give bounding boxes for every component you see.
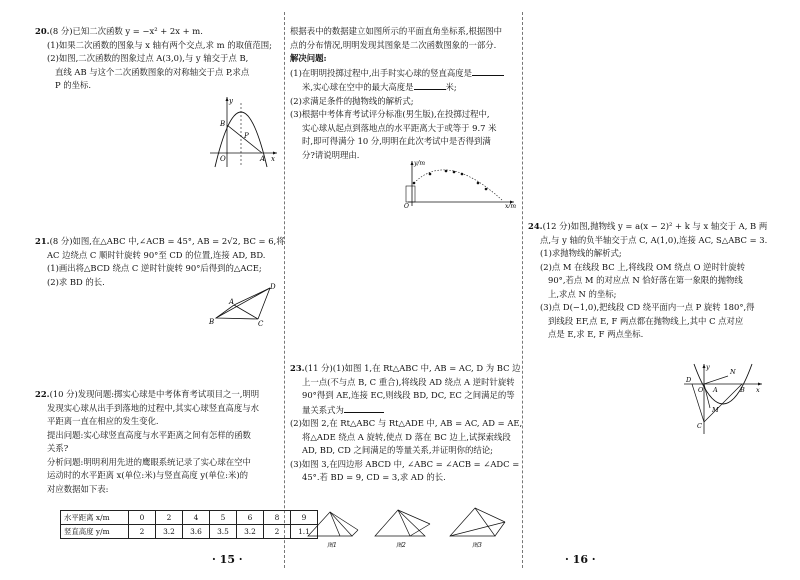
- q22-data-table: [60, 510, 318, 539]
- q24-line-6: (3)点 D(−1,0),把线段 CD 绕平面内一点 P 旋转 180°,得: [540, 302, 755, 312]
- q20-fig-label-a: A: [260, 155, 266, 163]
- q20-fig-label-y: y: [229, 97, 233, 105]
- q21-fig-label-a: A: [229, 298, 235, 306]
- q20-figure: [205, 95, 280, 170]
- q24-figure: [680, 362, 765, 437]
- table-cell: 4: [183, 511, 210, 525]
- q23-line-2: 90°得到 AE,连接 EC,则线段 BD, DC, EC 之间满足的等: [302, 390, 515, 400]
- q22-line-1: 发现实心球从出手到落地的过程中,其实心球竖直高度与水: [47, 402, 260, 413]
- q23-figure-1: [308, 512, 358, 548]
- q22-line-6: 运动时的水平距离 x(单位:米)与竖直高度 y(单位:米)的: [47, 470, 248, 480]
- column-divider-left: [284, 12, 285, 568]
- q24-fig-label-n: N: [730, 368, 736, 376]
- q22-line-3: 提出问题:实心球竖直高度与水平距离之间有怎样的函数: [47, 429, 251, 440]
- q20-fig-label-b: B: [220, 120, 226, 128]
- table-cell: 2: [264, 525, 291, 539]
- table-row: [61, 511, 318, 525]
- table-cell: 9: [291, 511, 318, 525]
- page-number-right: · 16 ·: [565, 553, 596, 566]
- q21-fig-label-b: B: [209, 318, 215, 326]
- q22-number: 22.: [35, 389, 50, 399]
- col2-line-7: (3)根据中考体育考试评分标准(男生版),在投掷过程中,: [290, 109, 490, 119]
- table-cell: 2: [156, 511, 183, 525]
- question-21: [35, 235, 285, 289]
- q23-line-7: (3)如图 3,在四边形 ABCD 中, ∠ABC = ∠ACB = ∠ADC =: [290, 458, 520, 469]
- q24-fig-label-b: B: [740, 386, 745, 394]
- table-cell: 0: [129, 511, 156, 525]
- q20-fig-label-p: P: [244, 132, 249, 140]
- question-22: [35, 388, 280, 496]
- q22-line-7: 对应数据如下表:: [47, 483, 109, 494]
- answer-blank: [414, 80, 446, 90]
- q20-fig-label-o: O: [220, 155, 226, 163]
- q21-line-0: (8 分)如图,在△ABC 中,∠ACB = 45°, AB = 2√2, BC = 6,将: [49, 236, 285, 246]
- col2-line-2: 解决问题:: [290, 53, 327, 63]
- q24-line-8: 点是 E,求 E, F 两点坐标.: [548, 329, 644, 339]
- q20-line-4: P 的坐标.: [55, 80, 92, 90]
- q21-fig-label-d: D: [270, 283, 276, 291]
- q24-line-1: 点,与 y 轴的负半轴交于点 C, A(1,0),连接 AC, S△ABC = 3.: [540, 234, 768, 245]
- table-cell: 8: [264, 511, 291, 525]
- table-cell: 6: [237, 511, 264, 525]
- q24-number: 24.: [528, 221, 543, 231]
- table-cell: 1.1: [291, 525, 318, 539]
- page-number-left: · 15 ·: [212, 553, 243, 566]
- q23-fig1-caption: 图1: [327, 542, 337, 548]
- col2-line-8: 实心球从起点到落地点的水平距离大于或等于 9.7 米: [302, 122, 497, 133]
- q23-figure-2: [375, 510, 430, 548]
- q23-line-0: (11 分)(1)如图 1,在 Rt△ABC 中, AB = AC, D 为 BC 边: [304, 363, 521, 373]
- question-23: [290, 362, 523, 485]
- table-cell: 2: [129, 525, 156, 539]
- q21-fig-label-c: C: [258, 320, 264, 327]
- answer-blank: [472, 66, 504, 76]
- q21-line-1: AC 边绕点 C 顺时针旋转 90°至 CD 的位置,连接 AD, BD.: [47, 249, 266, 260]
- q23-number: 23.: [290, 363, 305, 373]
- q23-line-4: (2)如图 2,在 Rt△ABC 与 Rt△ADE 中, AB = AC, AD = AE,: [290, 418, 523, 428]
- q24-line-2: (1)求抛物线的解析式;: [540, 248, 622, 258]
- q22-fig-label-o: O: [404, 203, 409, 208]
- q24-line-7: 到线段 EF,点 E, F 两点都在抛物线上,其中 C 点对应: [548, 315, 744, 326]
- q23-fig3-caption: 图3: [472, 542, 482, 548]
- table-cell: 3.2: [237, 525, 264, 539]
- col2-line-9: 时,即可得满分 10 分,明明在此次考试中是否得到满: [302, 136, 491, 146]
- table-row-label: 竖直高度 y/m: [61, 525, 129, 539]
- q23-figures: [300, 500, 515, 548]
- column-divider-right: [522, 12, 523, 568]
- col2-line-5: 米;: [445, 82, 457, 92]
- q23-line-1: 上一点(不与点 B, C 重合),将线段 AD 绕点 A 逆时针旋转: [302, 376, 515, 387]
- q24-fig-label-x: x: [756, 386, 760, 394]
- question-20: [35, 25, 280, 93]
- col2-line-10: 分?请说明理由.: [302, 149, 360, 160]
- table-cell: 5: [210, 511, 237, 525]
- q24-line-5: 上,求点 N 的坐标;: [548, 288, 617, 299]
- question-24: [528, 220, 768, 342]
- table-row-label: 水平距离 x/m: [61, 511, 129, 525]
- q20-number: 20.: [35, 26, 50, 36]
- table-cell: 3.5: [210, 525, 237, 539]
- q21-line-3: (2)求 BD 的长.: [47, 276, 105, 287]
- q23-line-5: 将△ADE 绕点 A 旋转,使点 D 落在 BC 边上,试探索线段: [302, 431, 511, 442]
- q22-line-0: (10 分)发现问题:掷实心球是中考体育考试项目之一,明明: [49, 389, 260, 399]
- q24-fig-label-d: D: [686, 376, 692, 384]
- q22-fig-label-y: y/m: [414, 160, 426, 167]
- q24-line-4: 90°,若点 M 的对应点 N 恰好落在第一象限的抛物线: [548, 275, 743, 285]
- q24-fig-label-o: O: [698, 386, 704, 394]
- q21-number: 21.: [35, 236, 50, 246]
- q20-line-0: (8 分)已知二次函数 y = −x² + 2x + m.: [49, 26, 203, 36]
- q24-line-3: (2)点 M 在线段 BC 上,将线段 OM 绕点 O 逆时针旋转: [540, 261, 746, 272]
- q23-line-8: 45°.若 BD = 9, CD = 3,求 AD 的长.: [302, 472, 446, 482]
- q21-figure: [208, 282, 278, 327]
- q20-fig-label-x: x: [271, 155, 275, 163]
- q20-line-2: (2)如图,二次函数的图象过点 A(3,0),与 y 轴交于点 B,: [47, 53, 249, 63]
- col2-line-4: 米,实心球在空中的最大高度是: [302, 82, 414, 92]
- q22-line-4: 关系?: [47, 443, 69, 453]
- table-cell: 3.6: [183, 525, 210, 539]
- question-22-continued: [290, 25, 520, 162]
- col2-line-0: 根据表中的数据建立如图所示的平面直角坐标系,根据图中: [290, 26, 503, 36]
- table-row: [61, 525, 318, 539]
- q22-line-5: 分析问题:明明利用先进的鹰眼系统记录了实心球在空中: [47, 456, 251, 467]
- answer-blank: [344, 403, 384, 413]
- q24-line-0: (12 分)如图,抛物线 y = a(x − 2)² + k 与 x 轴交于 A, B 两: [542, 221, 768, 231]
- q22-fig-label-x: x/m: [505, 203, 517, 208]
- q23-line-3: 量关系式为: [302, 404, 344, 415]
- q24-fig-label-y: y: [706, 363, 710, 371]
- col2-line-6: (2)求满足条件的抛物线的解析式;: [290, 95, 414, 106]
- q23-fig2-caption: 图2: [396, 542, 406, 548]
- table-cell: 3.2: [156, 525, 183, 539]
- q20-line-3: 直线 AB 与这个二次函数图象的对称轴交于点 P,求点: [55, 66, 250, 77]
- q21-line-2: (1)画出将△BCD 绕点 C 逆时针旋转 90°后得到的△ACE;: [47, 263, 262, 273]
- q23-figure-3: [450, 508, 505, 548]
- q22-line-2: 平距离一直在相应的发生变化.: [47, 416, 159, 426]
- q24-fig-label-a: A: [713, 386, 718, 394]
- q20-line-1: (1)如果二次函数的图象与 x 轴有两个交点,求 m 的取值范围;: [47, 39, 272, 50]
- q24-fig-label-c: C: [697, 422, 702, 430]
- q22-trajectory-figure: [402, 158, 517, 208]
- col2-line-1: 点的分布情况,明明发现其图象是二次函数图象的一部分.: [290, 39, 497, 50]
- col2-line-3: (1)在明明投掷过程中,出手时实心球的竖直高度是: [290, 67, 473, 78]
- q24-fig-label-m: M: [712, 406, 719, 414]
- q23-line-6: AD, BD, CD 之间满足的等量关系,并证明你的结论;: [302, 445, 493, 455]
